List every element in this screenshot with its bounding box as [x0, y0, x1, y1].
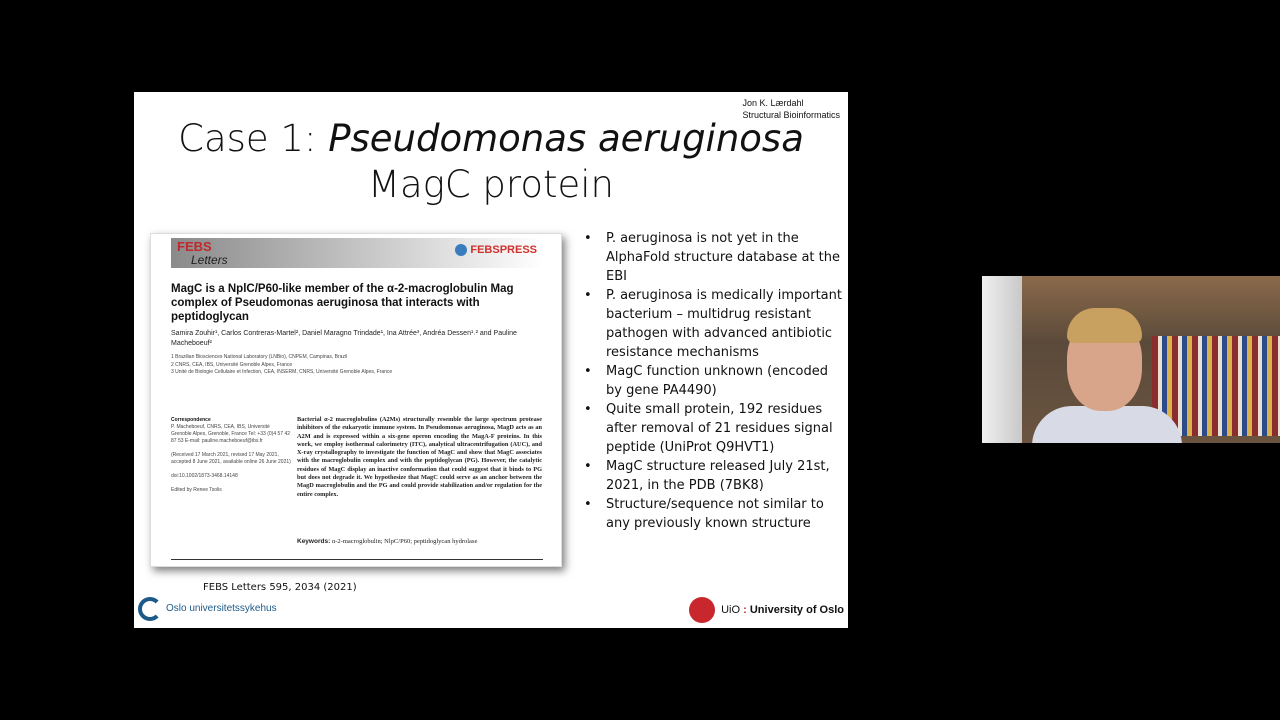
speaker-body: [1032, 406, 1182, 443]
bullet-item: • P. aeruginosa is medically important bacterium – multidrug resistant pathogen with advanced antibiotic resistance mechanisms: [584, 286, 844, 362]
window-bg: [982, 276, 1022, 443]
oslo-hospital-logo: [138, 597, 277, 621]
bullet-item: • MagC structure released July 21st, 2021, in the PDB (7BK8): [584, 457, 844, 495]
keywords: α-2-macroglobulin; NlpC/P60; peptidoglycan hydrolase: [331, 538, 478, 545]
bullet-item: • P. aeruginosa is not yet in the AlphaFold structure database at the EBI: [584, 229, 844, 286]
correspondence: P. Macheboeuf, CNRS, CEA, IBS, Université Grenoble Alpes, Grenoble, France Tel: +33 (0)4 57 42 87 53 E-mail: pauline.macheboeuf@ibs.fr: [171, 424, 291, 444]
bullet-item: • MagC function unknown (encoded by gene PA4490): [584, 362, 844, 400]
paper-abstract: Bacterial α-2 macroglobulins (A2Ms) structurally resemble the large spectrum protease inhibitors of the eukaryotic immune system. In Pseudomonas aeruginosa, MagD acts as an A2M and is expressed within a six-gene operon encoding the MagA-F proteins. In this work, we employ isothermal calorimetry (ITC), analytical ultracentrifugation (AUC), and X-ray crystallography to investigate the function of MagC and show that MagC associates with the macroglobulin complex and with the peptidoglycan (PG). However, the catalytic residues of MagC display an inactive conformation that could suggest that it binds to PG but does not degrade it. We hypothesize that MagC could serve as an anchor between the MagD macroglobulin and the PG and could provide stabilization and/or regulation for the entire complex.: [297, 416, 542, 498]
publisher-name: FEBSPRESS: [470, 244, 537, 256]
title-prefix: Case 1:: [178, 117, 329, 160]
bullet-item: • Quite small protein, 192 residues after removal of 21 residues signal peptide (UniProt Q9HVT1): [584, 400, 844, 457]
journal-logo: FEBS: [177, 239, 212, 254]
publisher-logo: [455, 244, 537, 256]
febs-press-icon: [455, 244, 467, 256]
citation: FEBS Letters 595, 2034 (2021): [203, 582, 357, 593]
paper-screenshot: [150, 233, 562, 567]
divider: [171, 559, 543, 560]
paper-authors: Samira Zouhir¹, Carlos Contreras-Martel², Daniel Maragno Trindade¹, Ina Attrée³, Andréa Dessen¹˒² and Pauline Macheboeuf²: [171, 330, 517, 347]
uio-logo: UiO : University of Oslo: [689, 597, 844, 623]
paper-sidebar: [171, 417, 291, 494]
journal-logo-sub: Letters: [191, 253, 228, 267]
ous-logo-text: Oslo universitetssykehus: [166, 603, 277, 614]
presentation-slide: [134, 92, 848, 628]
title-species: Pseudomonas aeruginosa: [328, 117, 804, 160]
paper-keywords: [297, 538, 477, 545]
paper-affiliations: [171, 354, 392, 377]
affiliation: 2 CNRS, CEA, IBS, Université Grenoble Alpes, France: [171, 361, 293, 368]
uio-seal-icon: [689, 597, 715, 623]
author-name: Jon K. Lærdahl: [742, 98, 804, 108]
speaker-hair: [1067, 308, 1142, 343]
affiliation: 3 Unité de Biologie Cellulaire et Infection, CEA, INSERM, CNRS, Université Grenoble Alpes, France: [171, 369, 393, 375]
ous-logo-icon: [138, 597, 162, 621]
bullet-item: • Structure/sequence not similar to any previously known structure: [584, 495, 844, 533]
slide-title: [134, 116, 848, 208]
affiliation: 1 Brazilian Biosciences National Laboratory (LNBio), CNPEM, Campinas, Brazil: [171, 354, 348, 360]
webcam-video: [982, 276, 1280, 443]
journal-header: [171, 238, 543, 268]
correspondence-label: Correspondence: [171, 417, 211, 423]
uio-name: University of Oslo: [749, 603, 844, 616]
keywords-label: Keywords:: [297, 538, 331, 545]
uio-abbr: UiO: [721, 603, 741, 616]
paper-title: MagC is a NplC/P60-like member of the α-2-macroglobulin Mag complex of Pseudomonas aeruginosa that interacts with peptidoglycan: [171, 283, 514, 323]
received-dates: (Received 17 March 2021, revised 17 May 2021, accepted 8 June 2021, available online 26 June 2021): [171, 452, 291, 465]
doi: doi:10.1002/1873-3468.14148: [171, 473, 238, 479]
title-line2: MagC protein: [368, 163, 614, 206]
editor: Edited by Renee Tsolis: [171, 487, 222, 493]
author-dept: Structural Bioinformatics: [742, 110, 840, 120]
bullet-list: [584, 229, 844, 533]
